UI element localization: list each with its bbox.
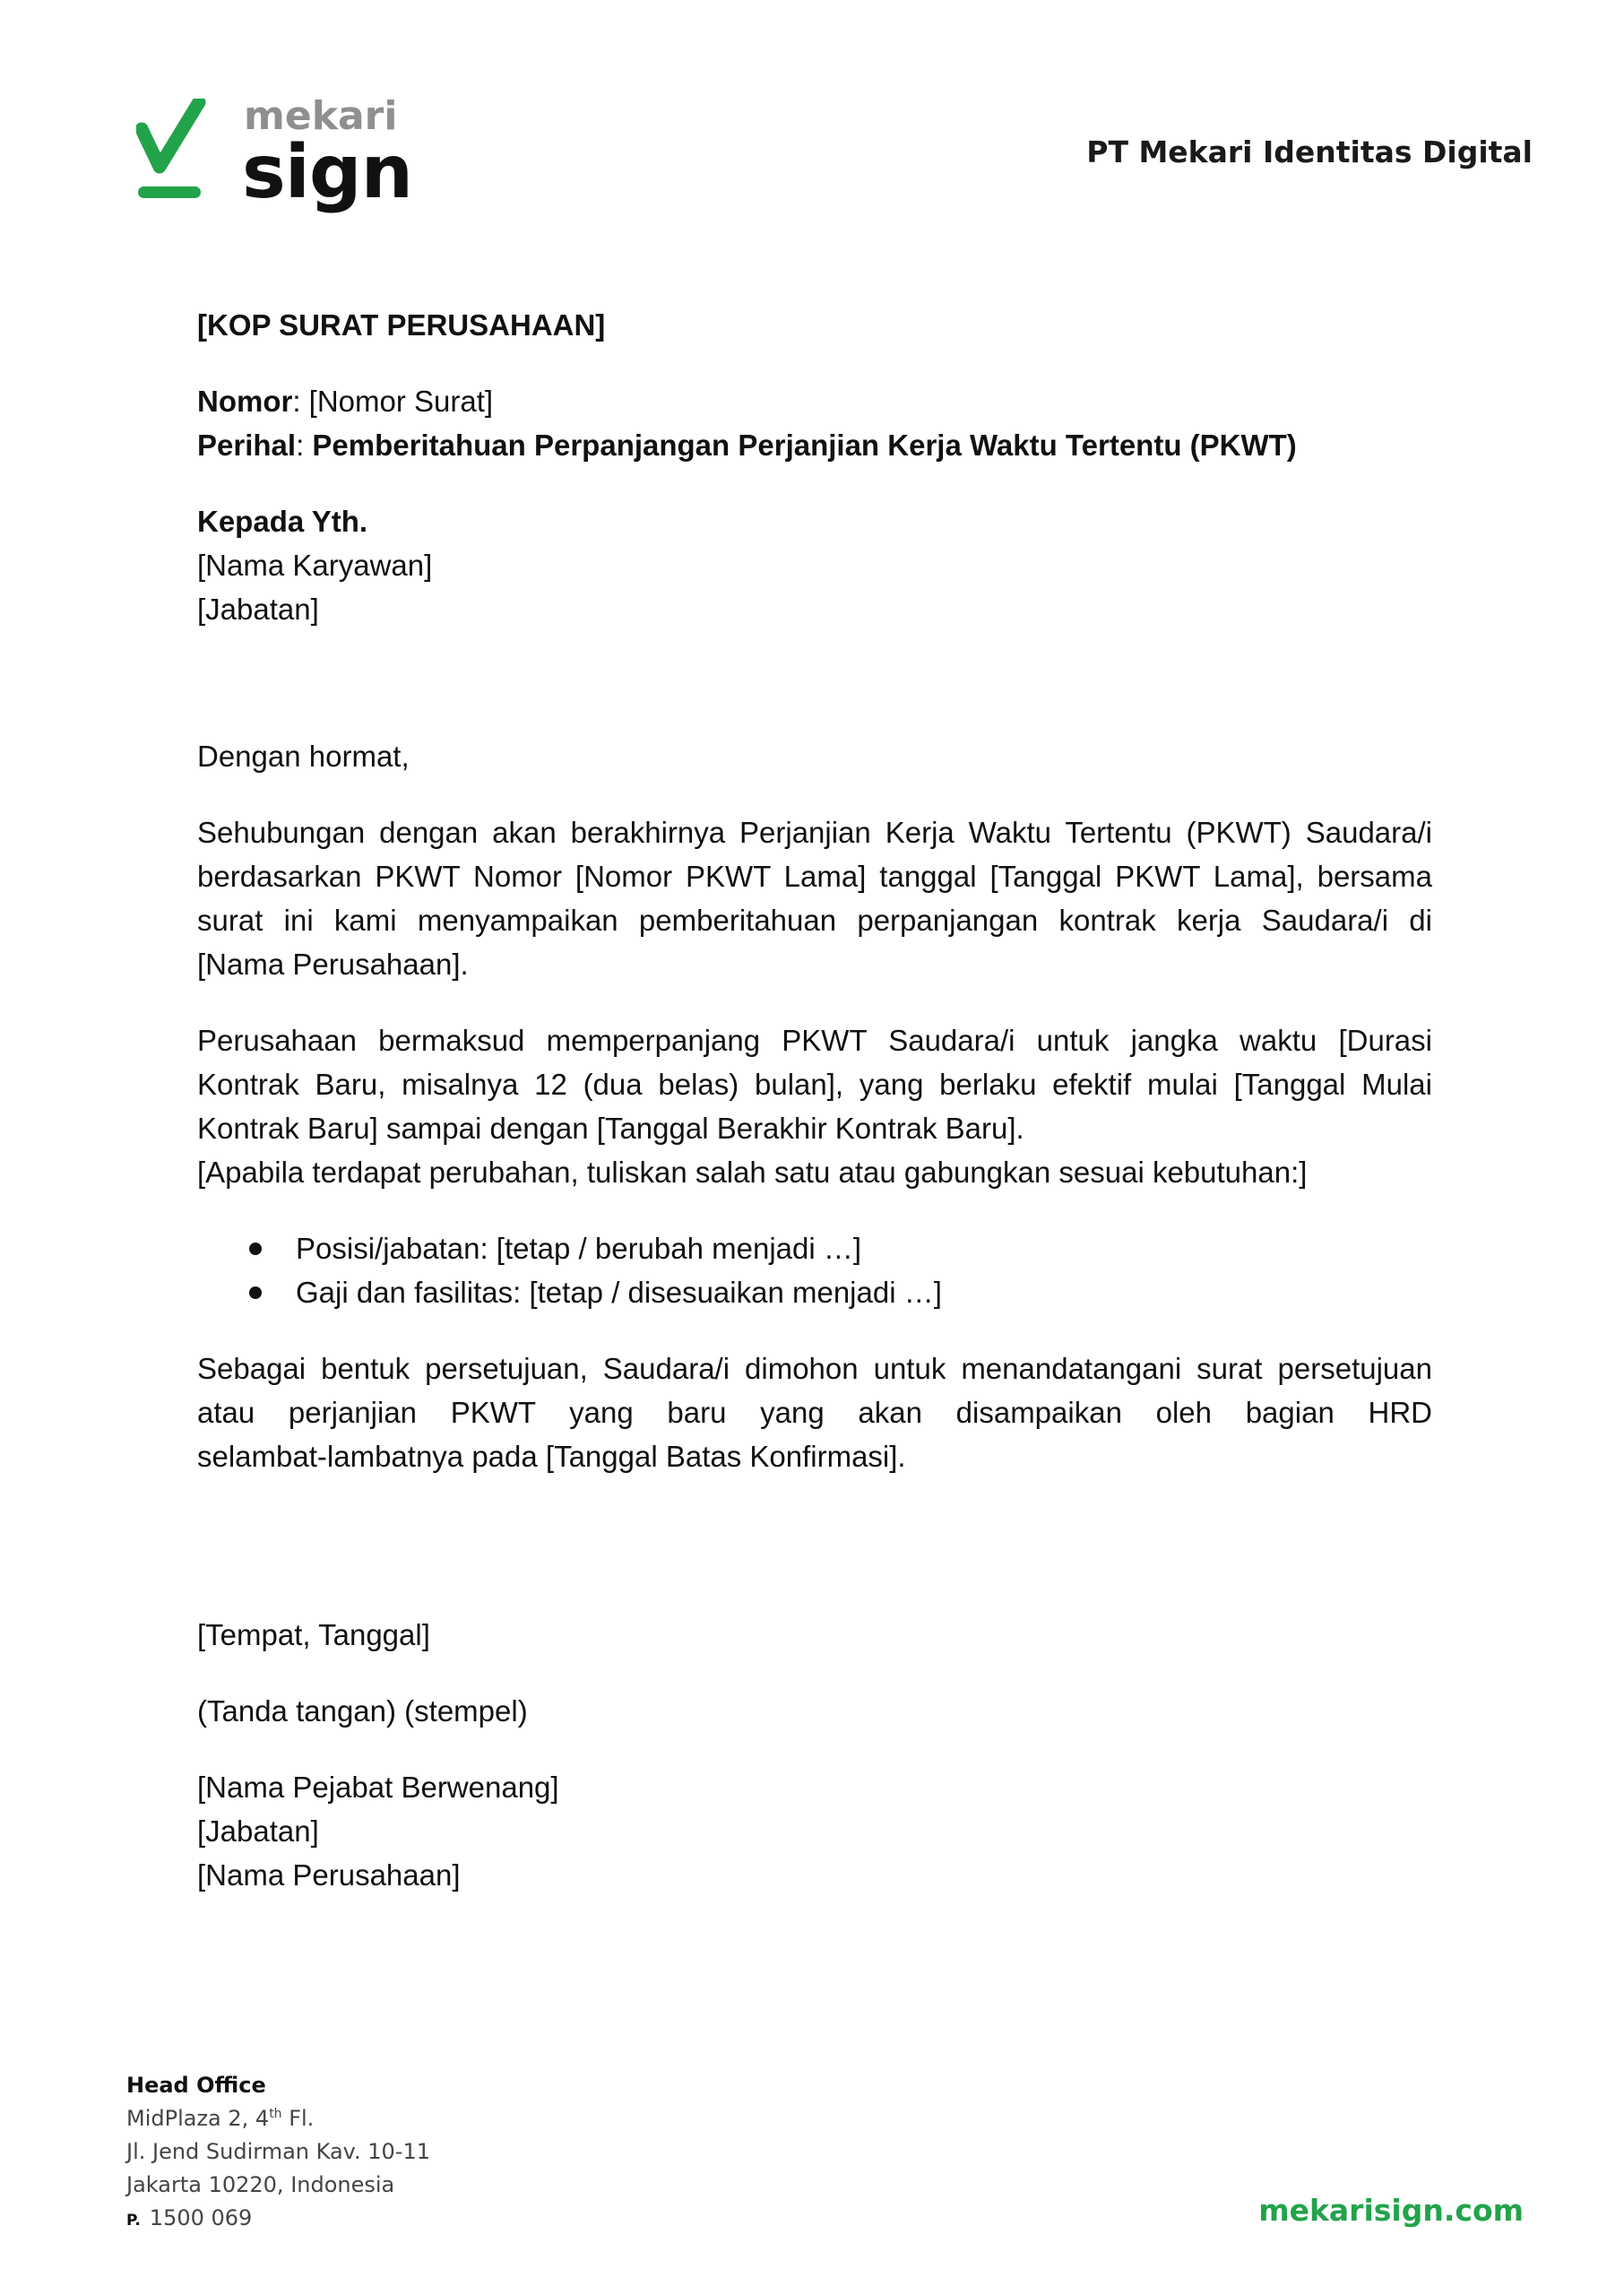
paragraph-line: Sehubungan dengan akan berakhirnya Perjanjian Kerja Waktu Tertentu (PKWT) Saudara/i: [197, 816, 1432, 849]
head-office-address: [126, 2069, 430, 2238]
phone-number: 1500 069: [149, 2205, 253, 2230]
nomor-label: Nomor: [197, 385, 293, 418]
paragraph-line: Kontrak Baru, misalnya 12 (dua belas) bulan], yang berlaku efektif mulai [Tanggal Mulai: [197, 1068, 1432, 1101]
list-item: [197, 1226, 1432, 1270]
head-office-title: Head Office: [126, 2073, 266, 2098]
paragraph-1: [197, 810, 1432, 986]
paragraph-line: [Nama Perusahaan].: [197, 948, 469, 981]
list-item-text: Posisi/jabatan: [tetap / berubah menjadi …]: [296, 1232, 862, 1265]
company-placeholder: [Nama Perusahaan]: [197, 1858, 461, 1892]
phone-line: [126, 2202, 430, 2238]
official-position: [Jabatan]: [197, 1814, 319, 1848]
letter-body: [197, 303, 1432, 1897]
paragraph-line: surat ini kami menyampaikan pemberitahuan perpanjangan kontrak kerja Saudara/i di: [197, 904, 1432, 937]
paragraph-line: selambat-lambatnya pada [Tanggal Batas Konfirmasi].: [197, 1440, 906, 1473]
mekari-sign-logo: [136, 93, 412, 222]
change-list: [197, 1226, 1432, 1314]
paragraph-line: Kontrak Baru] sampai dengan [Tanggal Berakhir Kontrak Baru].: [197, 1112, 1024, 1145]
address-line-3: Jakarta 10220, Indonesia: [126, 2172, 395, 2197]
list-item: [197, 1270, 1432, 1314]
official-name: [Nama Pejabat Berwenang]: [197, 1771, 559, 1804]
place-date: [Tempat, Tanggal]: [197, 1618, 430, 1651]
paragraph-line: [Apabila terdapat perubahan, tuliskan salah satu atau gabungkan sesuai kebutuhan:]: [197, 1156, 1308, 1189]
list-item-text: Gaji dan fasilitas: [tetap / disesuaikan menjadi …]: [296, 1276, 942, 1309]
paragraph-3: [197, 1347, 1432, 1478]
recipient-position: [Jabatan]: [197, 593, 319, 626]
nomor-line: [197, 379, 1432, 423]
paragraph-2: [197, 1018, 1432, 1194]
salutation: Dengan hormat,: [197, 740, 410, 773]
phone-label: P.: [126, 2212, 141, 2230]
company-name: PT Mekari Identitas Digital: [1086, 134, 1533, 169]
bullet-icon: [249, 1286, 262, 1299]
perihal-line: Perihal: Pemberitahuan Perpanjangan Perjanjian Kerja Waktu Tertentu (PKWT): [197, 429, 1297, 462]
perihal-label: Perihal: [197, 429, 297, 462]
recipient-name: [Nama Karyawan]: [197, 549, 433, 582]
letterhead-placeholder: [KOP SURAT PERUSAHAAN]: [197, 308, 606, 342]
paragraph-line: Sebagai bentuk persetujuan, Saudara/i dimohon untuk menandatangani surat persetujuan: [197, 1352, 1432, 1385]
address-line-2: Jl. Jend Sudirman Kav. 10-11: [126, 2139, 430, 2164]
checkmark-icon: [136, 99, 212, 206]
paragraph-line: berdasarkan PKWT Nomor [Nomor PKWT Lama] tanggal [Tanggal PKWT Lama], bersama: [197, 860, 1432, 893]
logo-wordmark-bottom: sign: [242, 130, 412, 215]
logo-wordmark-top: mekari: [244, 93, 398, 139]
paragraph-line: atau perjanjian PKWT yang baru yang akan disampaikan oleh bagian HRD: [197, 1396, 1432, 1429]
website-link[interactable]: mekarisign.com: [1258, 2193, 1524, 2228]
address-line-1: MidPlaza 2, 4th Fl.: [126, 2106, 315, 2131]
nomor-value: : [Nomor Surat]: [292, 385, 494, 418]
bullet-icon: [249, 1243, 262, 1255]
recipient-greeting: Kepada Yth.: [197, 505, 368, 538]
paragraph-line: Perusahaan bermaksud memperpanjang PKWT Saudara/i untuk jangka waktu [Durasi: [197, 1024, 1432, 1057]
signature-stamp: (Tanda tangan) (stempel): [197, 1694, 528, 1728]
perihal-value: Pemberitahuan Perpanjangan Perjanjian Kerja Waktu Tertentu (PKWT): [312, 429, 1297, 462]
